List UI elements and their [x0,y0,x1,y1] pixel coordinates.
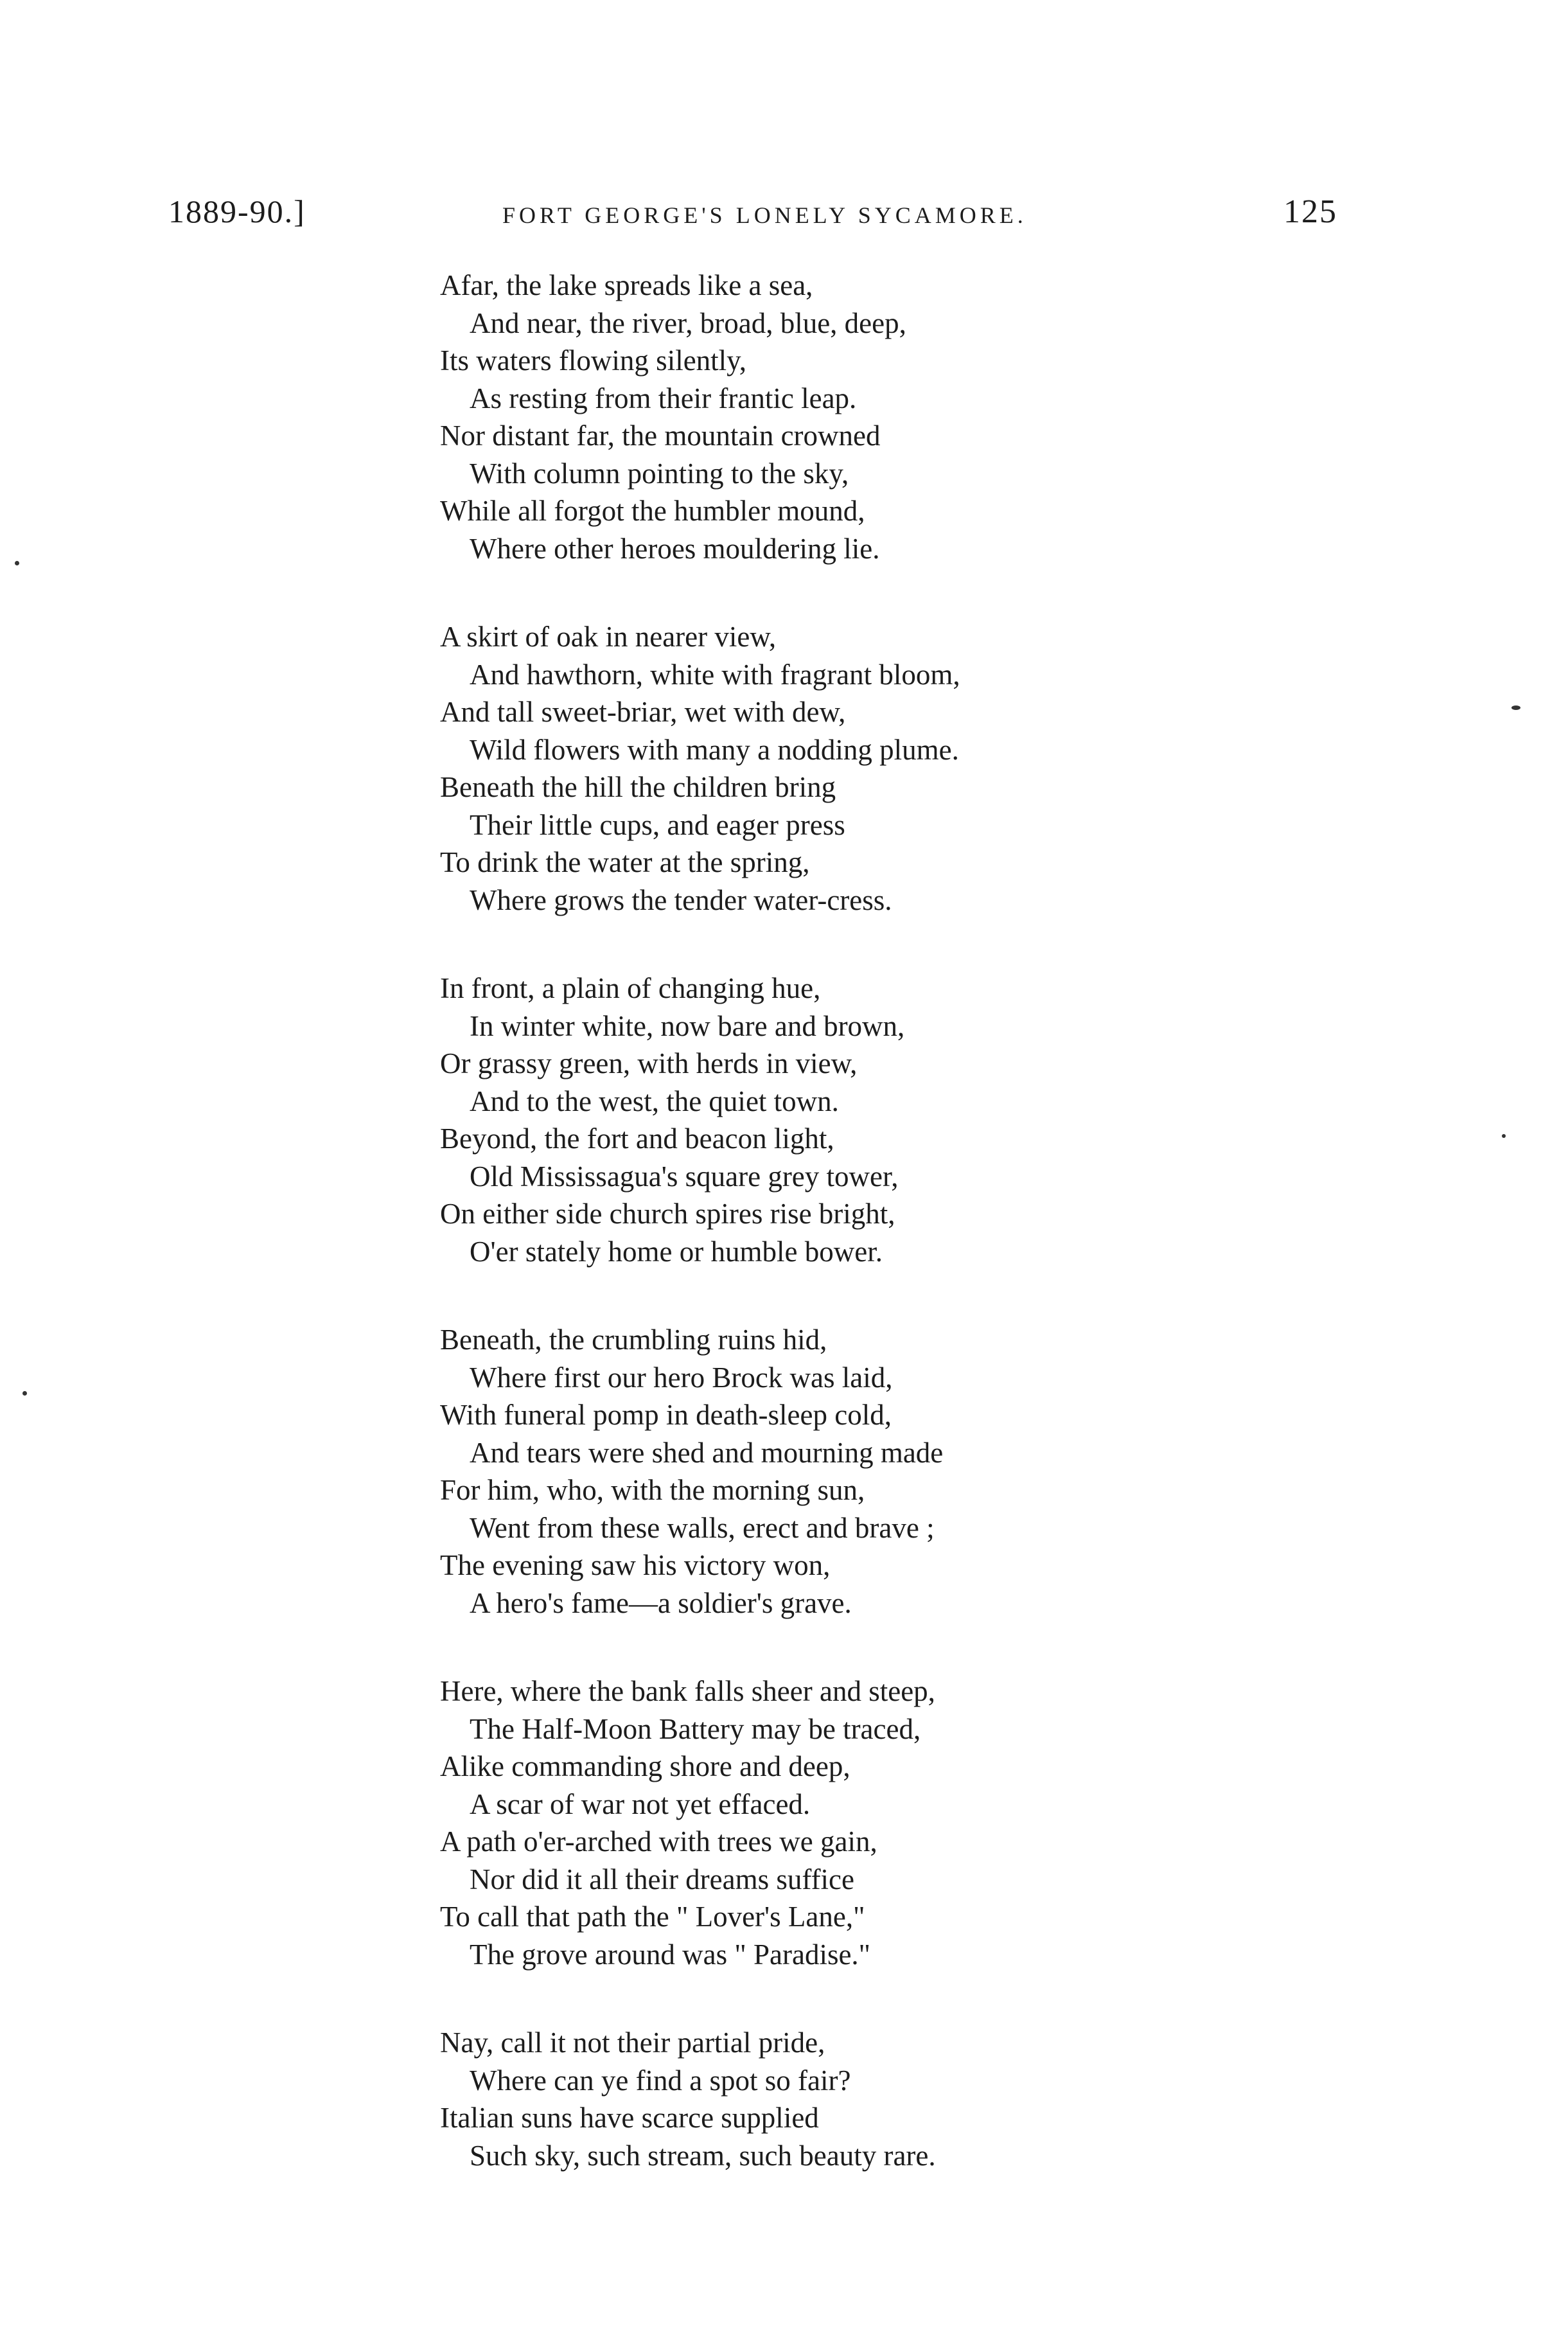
poem-line: Their little cups, and eager press [470,808,845,841]
poem-line: Here, where the bank falls sheer and steep, [440,1675,935,1707]
page-number: 125 [1283,193,1337,230]
poem-line: Nay, call it not their partial pride, [440,2027,825,2059]
page-range: 1889-90.] [168,193,306,229]
stanza-6 [440,2024,1288,2174]
poem-line: The evening saw his victory won, [440,1549,831,1581]
poem-line: And to the west, the quiet town. [470,1085,839,1117]
poem-line: In front, a plain of changing hue, [440,972,821,1004]
poem-line: Where can ye find a spot so fair? [470,2064,851,2097]
poem-line: Old Mississagua's square grey tower, [470,1160,899,1193]
poem-line: Or grassy green, with herds in view, [440,1047,858,1079]
poem-body [440,267,1288,2225]
poem-line: Afar, the lake spreads like a sea, [440,269,813,301]
stanza-1 [440,267,1288,567]
poem-line: In winter white, now bare and brown, [470,1009,905,1042]
scan-speck [1511,705,1520,710]
poem-line: A path o'er-arched with trees we gain, [440,1825,877,1858]
poem-line: With column pointing to the sky, [470,457,849,490]
poem-line: And tall sweet-briar, wet with dew, [440,696,846,728]
poem-line: A scar of war not yet effaced. [470,1787,811,1820]
poem-line: A skirt of oak in nearer view, [440,621,777,653]
poem-line: Where first our hero Brock was laid, [470,1361,893,1394]
poem-line: On either side church spires rise bright, [440,1198,895,1230]
poem-line: Beyond, the fort and beacon light, [440,1122,834,1155]
poem-line: And hawthorn, white with fragrant bloom, [470,658,960,691]
stanza-5 [440,1672,1288,1973]
poem-line: Went from these walls, erect and brave ; [470,1511,935,1544]
poem-line: A hero's fame—a soldier's grave. [470,1586,852,1619]
poem-line: Beneath, the crumbling ruins hid, [440,1324,827,1356]
poem-line: Wild flowers with many a nodding plume. [470,733,959,766]
poem-line: To call that path the " Lover's Lane," [440,1901,865,1933]
scan-speck [22,1391,27,1396]
poem-line: With funeral pomp in death-sleep cold, [440,1399,892,1431]
poem-line: Such sky, such stream, such beauty rare. [470,2139,936,2172]
poem-line: Nor distant far, the mountain crowned [440,420,881,452]
poem-line: While all forgot the humbler mound, [440,495,865,527]
poem-line: Beneath the hill the children bring [440,771,836,803]
poem-line: The grove around was " Paradise." [470,1938,871,1971]
poem-line: Alike commanding shore and deep, [440,1750,850,1782]
poem-line: Italian suns have scarce supplied [440,2102,819,2134]
poem-line: And near, the river, broad, blue, deep, [470,306,906,339]
poem-line: Where other heroes mouldering lie. [470,532,880,565]
poem-line: For him, who, with the morning sun, [440,1474,865,1506]
running-title: FORT GEORGE'S LONELY SYCAMORE. [502,202,1027,228]
scan-speck [15,561,19,565]
stanza-2 [440,618,1288,919]
poem-line: To drink the water at the spring, [440,846,810,878]
poem-line: O'er stately home or humble bower. [470,1235,883,1268]
poem-line: Nor did it all their dreams suffice [470,1863,854,1895]
poem-line: The Half-Moon Battery may be traced, [470,1712,921,1745]
poem-line: And tears were shed and mourning made [470,1436,944,1469]
poem-line: Its waters flowing silently, [440,344,747,377]
stanza-3 [440,970,1288,1270]
poem-line: As resting from their frantic leap. [470,382,857,414]
stanza-4 [440,1321,1288,1622]
page-header [168,193,1337,244]
poem-line: Where grows the tender water-cress. [470,883,892,916]
scan-speck [1502,1134,1506,1138]
